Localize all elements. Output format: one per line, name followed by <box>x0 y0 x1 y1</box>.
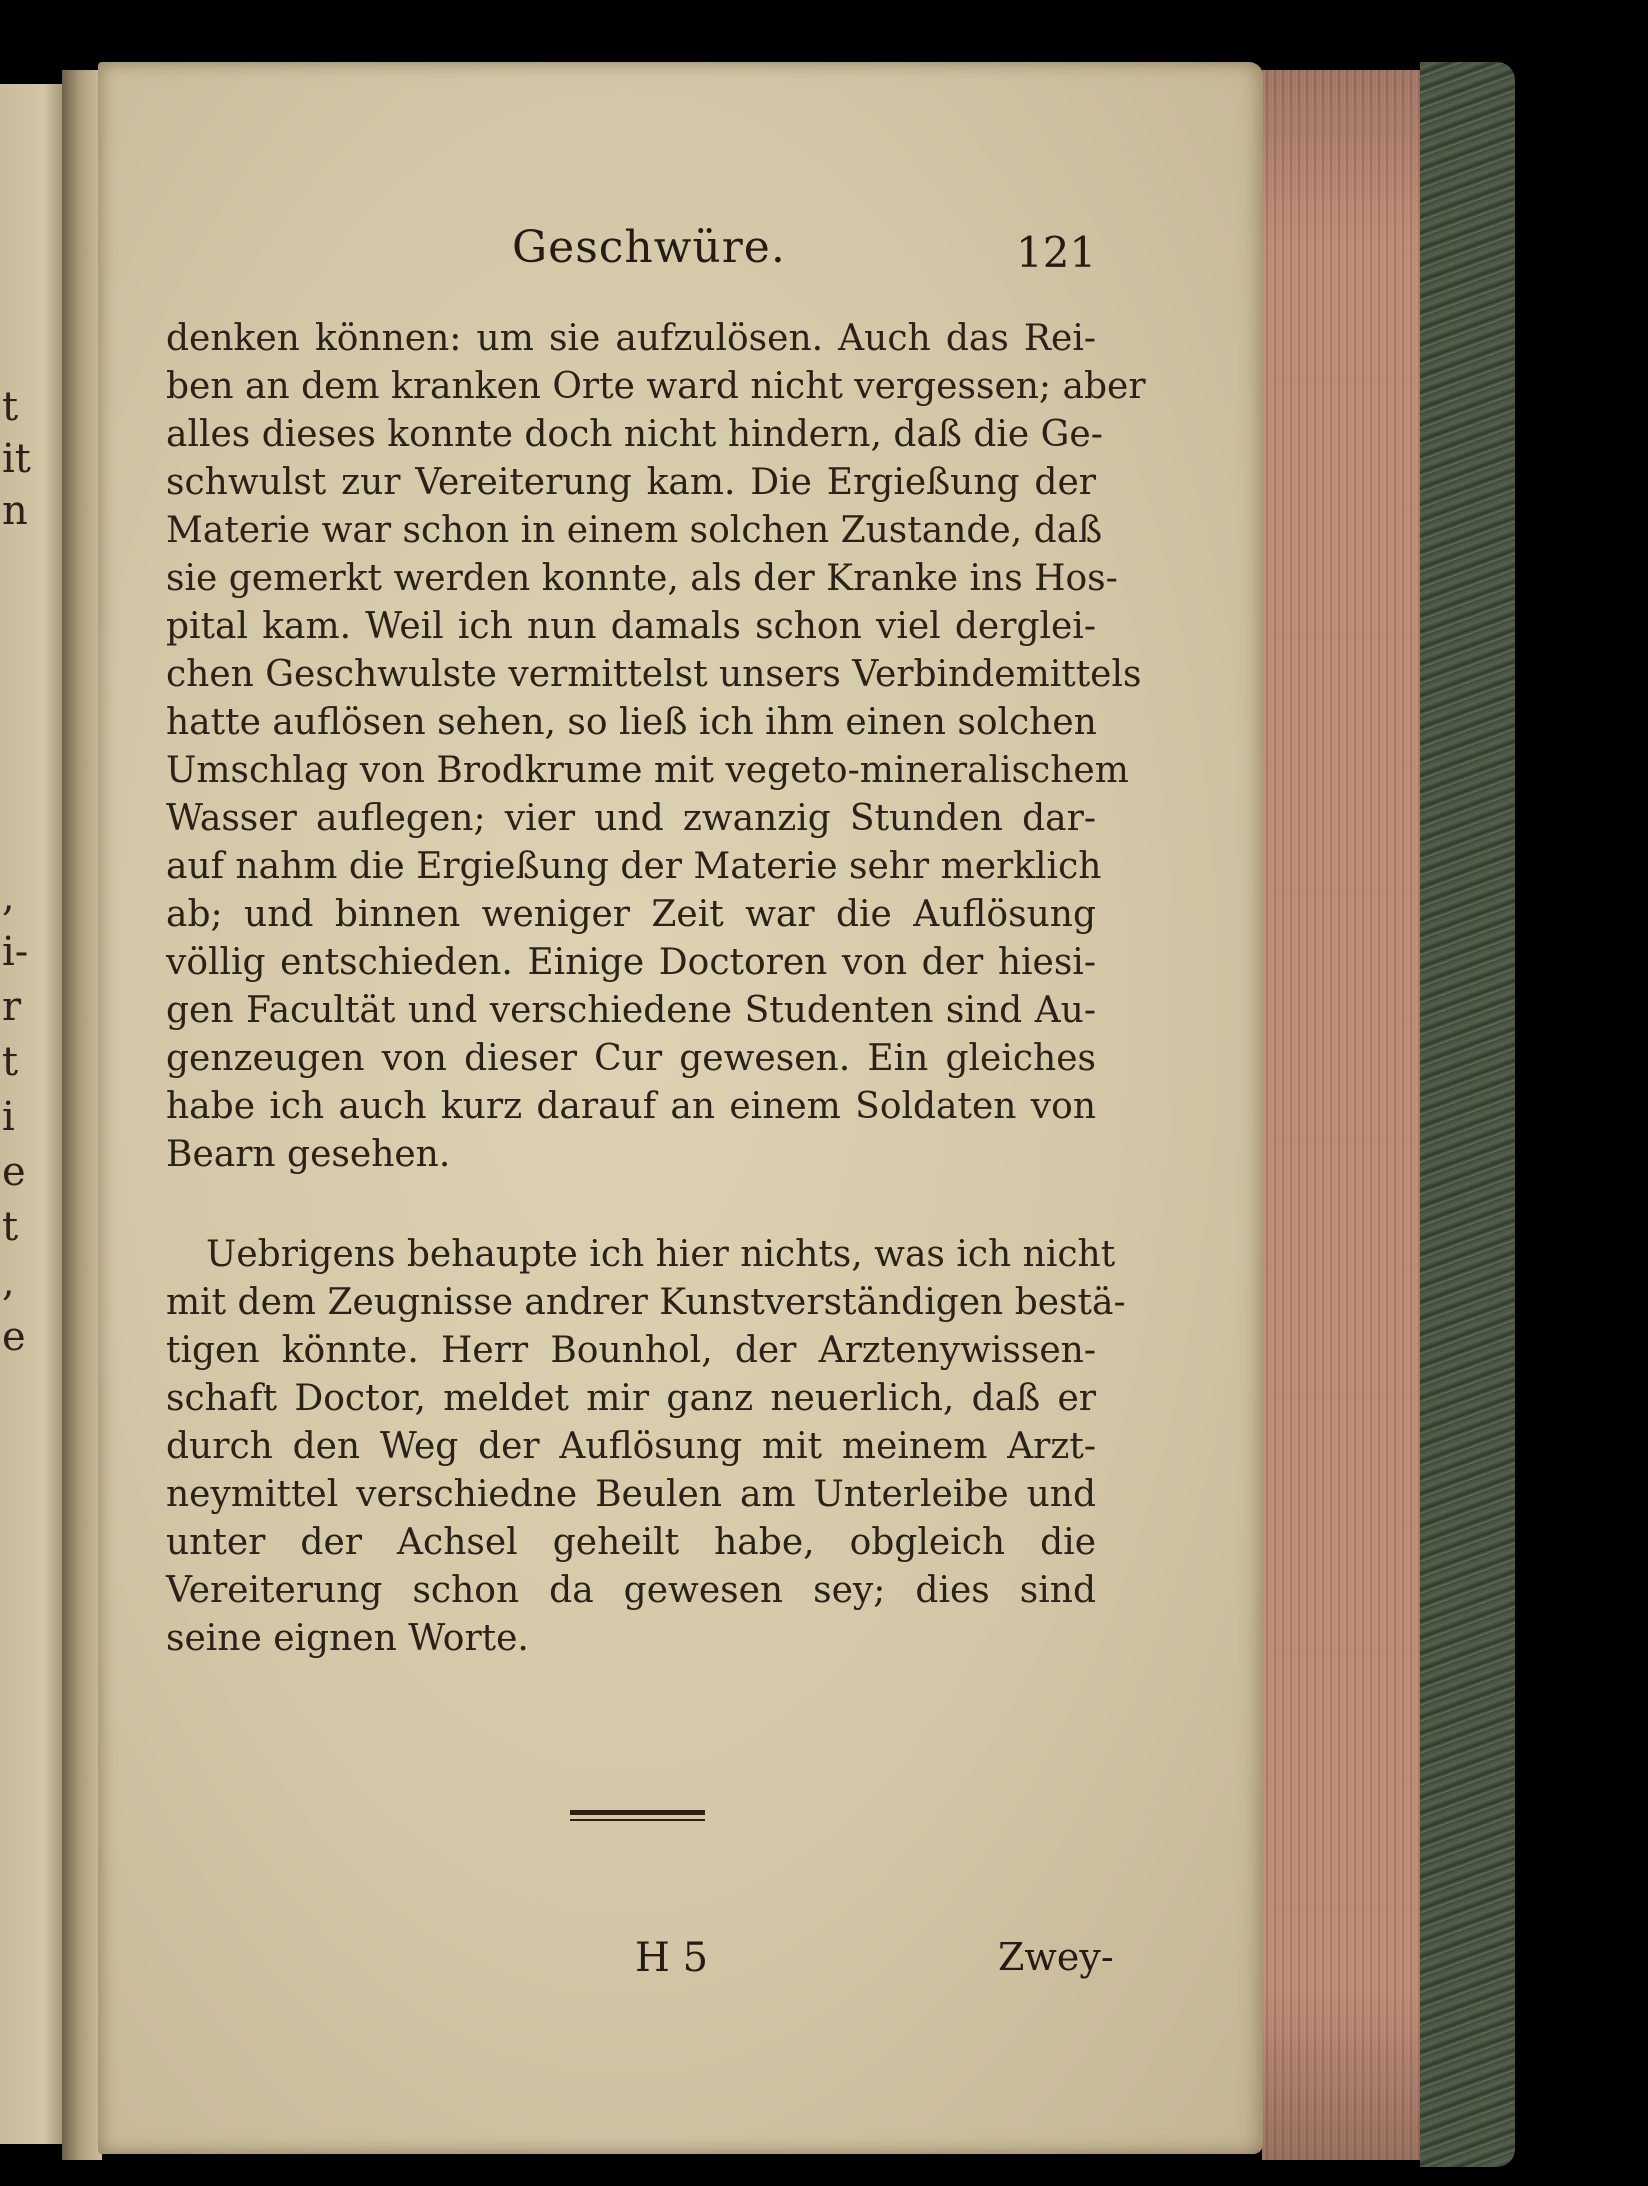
text-line: mit dem Zeugnisse andrer Kunstverständigen bestä- <box>166 1282 1126 1323</box>
text-line: Materie war schon in einem solchen Zustande, daß <box>166 510 1103 551</box>
text-line: ben an dem kranken Orte ward nicht vergessen; aber <box>166 366 1146 407</box>
text-line: tigen könnte. Herr Bounhol, der Arztenywissen- <box>166 1330 1096 1371</box>
paragraph-gap <box>166 1179 1096 1231</box>
margin-letter: t <box>2 1039 19 1085</box>
text-line: ab; und binnen weniger Zeit war die Auflösung <box>166 894 1096 935</box>
text-line: durch den Weg der Auflösung mit meinem Arzt- <box>166 1426 1096 1467</box>
text-line: gen Facultät und verschiedene Studenten sind Au- <box>166 990 1096 1031</box>
paragraph-2 <box>166 1231 1126 1663</box>
text-line: schwulst zur Vereiterung kam. Die Ergießung der <box>166 462 1096 503</box>
margin-letter: , <box>2 1259 15 1305</box>
text-line: alles dieses konnte doch nicht hindern, daß die Ge- <box>166 414 1103 455</box>
rule-thin-line <box>570 1819 705 1821</box>
text-line: schaft Doctor, meldet mir ganz neuerlich, daß er <box>166 1378 1096 1419</box>
margin-letter: t <box>2 1204 19 1250</box>
text-line: habe ich auch kurz darauf an einem Soldaten von <box>166 1086 1096 1127</box>
text-line: denken können: um sie aufzulösen. Auch das Rei- <box>166 318 1096 359</box>
left-facing-page <box>0 84 62 2144</box>
page-edges <box>1262 70 1432 2160</box>
book-cover-edge <box>1420 62 1515 2167</box>
margin-letter: i- <box>2 929 29 975</box>
text-line: Umschlag von Brodkrume mit vegeto-mineralischem <box>166 750 1129 791</box>
text-line: sie gemerkt werden konnte, als der Kranke ins Hos- <box>166 558 1118 599</box>
text-line: auf nahm die Ergießung der Materie sehr merklich <box>166 846 1102 887</box>
margin-letter: n <box>2 488 28 534</box>
text-line: seine eignen Worte. <box>166 1618 529 1659</box>
page-number: 121 <box>1016 228 1097 277</box>
margin-letter: e <box>2 1149 26 1195</box>
text-line: unter der Achsel geheilt habe, obgleich die <box>166 1522 1096 1563</box>
margin-letter: i <box>2 1094 15 1140</box>
section-rule <box>570 1810 705 1821</box>
text-line: hatte auflösen sehen, so ließ ich ihm einen solchen <box>166 702 1097 743</box>
body-text <box>166 315 1146 1663</box>
margin-letter: e <box>2 1314 26 1360</box>
catchword: Zwey- <box>998 1935 1114 1979</box>
text-line: Vereiterung schon da gewesen sey; dies sind <box>166 1570 1096 1611</box>
paragraph-1 <box>166 315 1146 1179</box>
text-line: genzeugen von dieser Cur gewesen. Ein gleiches <box>166 1038 1096 1079</box>
margin-letter: , <box>2 874 15 920</box>
rule-thick-line <box>570 1810 705 1815</box>
signature-mark: H 5 <box>635 1935 709 1981</box>
book-gutter <box>62 70 102 2160</box>
text-line: Wasser auflegen; vier und zwanzig Stunden dar- <box>166 798 1096 839</box>
margin-letter: it <box>2 436 31 482</box>
text-line: Bearn gesehen. <box>166 1134 451 1175</box>
running-head: Geschwüre. <box>512 222 786 273</box>
text-line: Uebrigens behaupte ich hier nichts, was ich nicht <box>206 1234 1116 1275</box>
text-line: neymittel verschiedne Beulen am Unterleibe und <box>166 1474 1096 1515</box>
margin-letter: t <box>2 384 19 430</box>
margin-letter: r <box>2 984 22 1030</box>
text-line: völlig entschieden. Einige Doctoren von der hiesi- <box>166 942 1096 983</box>
text-line: pital kam. Weil ich nun damals schon viel derglei- <box>166 606 1096 647</box>
text-line: chen Geschwulste vermittelst unsers Verbindemittels <box>166 654 1142 695</box>
